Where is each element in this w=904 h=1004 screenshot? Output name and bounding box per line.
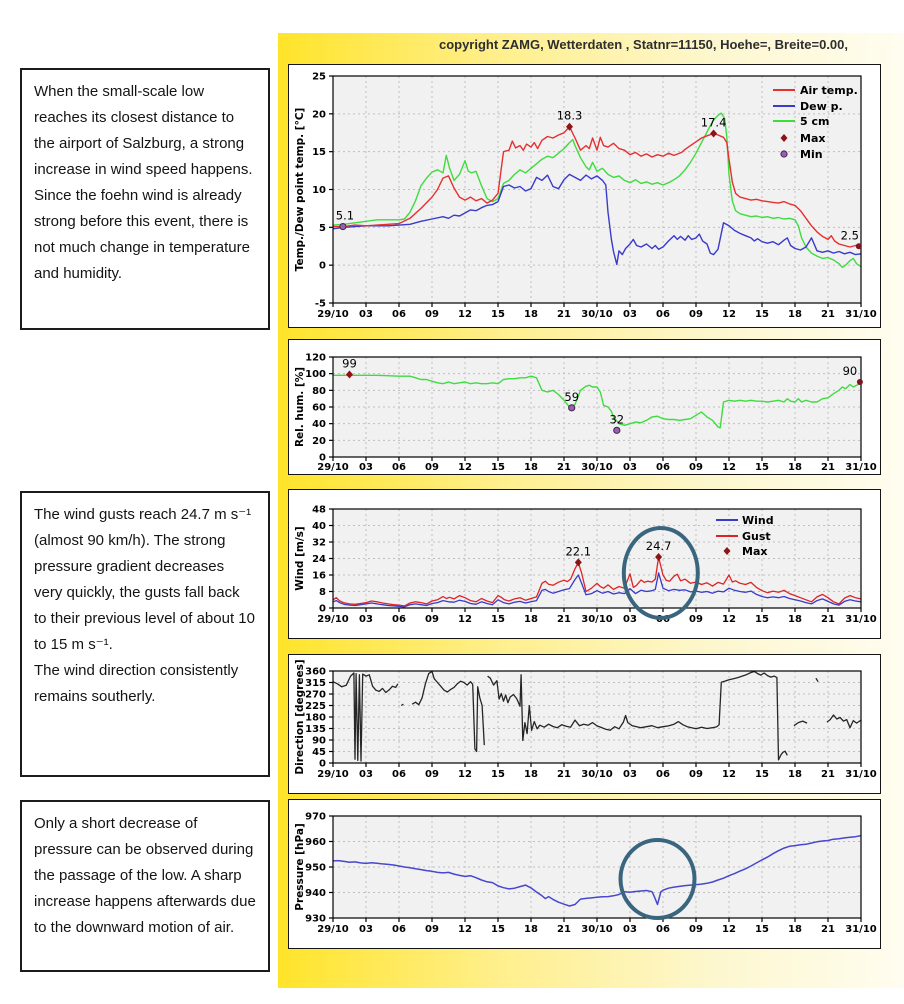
note-paragraph: The wind gusts reach 24.7 m s⁻¹ (almost 90 km/h). The strong pressure gradient decreases very quickly, the gusts fall back to their previous level of about 10 to 15 m s⁻¹.	[34, 506, 255, 653]
svg-text:15: 15	[755, 462, 769, 473]
pressure-chart	[288, 799, 881, 949]
svg-text:18: 18	[524, 309, 538, 320]
svg-text:360: 360	[305, 666, 326, 678]
svg-text:21: 21	[557, 462, 571, 473]
svg-text:100: 100	[305, 369, 326, 381]
svg-text:31/10: 31/10	[845, 614, 877, 625]
svg-text:940: 940	[305, 888, 326, 899]
svg-text:0: 0	[319, 452, 326, 464]
svg-text:09: 09	[689, 309, 703, 320]
svg-text:09: 09	[425, 924, 439, 935]
svg-text:15: 15	[755, 769, 769, 780]
svg-text:8: 8	[319, 587, 326, 598]
svg-text:90: 90	[842, 364, 858, 378]
svg-text:Min: Min	[800, 148, 823, 161]
wind-direction-chart	[288, 654, 881, 794]
svg-text:60: 60	[312, 402, 326, 414]
svg-text:03: 03	[359, 614, 373, 625]
svg-text:06: 06	[392, 309, 406, 320]
svg-text:12: 12	[722, 462, 736, 473]
svg-text:12: 12	[458, 924, 472, 935]
svg-text:09: 09	[425, 309, 439, 320]
svg-text:2.5: 2.5	[840, 228, 859, 243]
svg-text:09: 09	[425, 614, 439, 625]
svg-text:5: 5	[319, 222, 326, 234]
svg-text:06: 06	[656, 309, 670, 320]
svg-text:Dew p.: Dew p.	[800, 100, 843, 113]
svg-text:29/10: 29/10	[317, 309, 349, 320]
svg-text:225: 225	[305, 701, 326, 712]
svg-text:10: 10	[312, 185, 326, 196]
svg-text:15: 15	[491, 924, 505, 935]
svg-text:45: 45	[312, 747, 326, 758]
svg-text:09: 09	[425, 462, 439, 473]
svg-text:32: 32	[609, 412, 625, 427]
note-wind-speed-increase	[20, 68, 270, 330]
svg-text:20: 20	[312, 109, 326, 121]
svg-text:21: 21	[821, 614, 835, 625]
svg-text:09: 09	[689, 769, 703, 780]
svg-text:31/10: 31/10	[845, 309, 877, 320]
svg-text:90: 90	[312, 735, 326, 747]
svg-text:80: 80	[312, 385, 326, 397]
svg-text:15: 15	[491, 614, 505, 625]
svg-text:Pressure [hPa]: Pressure [hPa]	[294, 823, 306, 911]
relative-humidity-chart	[288, 339, 881, 475]
svg-text:960: 960	[305, 837, 326, 848]
svg-text:12: 12	[458, 614, 472, 625]
svg-text:18: 18	[788, 309, 802, 320]
svg-text:0: 0	[319, 603, 326, 615]
note-pressure	[20, 800, 270, 972]
svg-text:29/10: 29/10	[317, 614, 349, 625]
svg-text:30/10: 30/10	[581, 309, 613, 320]
note-wind-gusts	[20, 491, 270, 777]
svg-text:18: 18	[524, 769, 538, 780]
svg-text:20: 20	[312, 435, 326, 447]
svg-text:18: 18	[524, 924, 538, 935]
svg-text:06: 06	[656, 462, 670, 473]
svg-text:09: 09	[689, 924, 703, 935]
svg-text:12: 12	[458, 769, 472, 780]
svg-text:Wind [m/s]: Wind [m/s]	[294, 526, 306, 591]
svg-text:21: 21	[821, 924, 835, 935]
svg-text:15: 15	[491, 769, 505, 780]
svg-text:17.4: 17.4	[700, 115, 727, 130]
svg-text:40: 40	[312, 521, 326, 532]
svg-text:31/10: 31/10	[845, 769, 877, 780]
svg-text:Rel. hum. [%]: Rel. hum. [%]	[294, 366, 306, 448]
svg-text:22.1: 22.1	[565, 544, 592, 559]
svg-text:21: 21	[557, 309, 571, 320]
svg-text:970: 970	[305, 811, 326, 823]
svg-text:06: 06	[656, 924, 670, 935]
svg-text:21: 21	[821, 462, 835, 473]
svg-text:03: 03	[623, 462, 637, 473]
svg-text:15: 15	[491, 462, 505, 473]
svg-text:40: 40	[312, 419, 326, 431]
svg-text:31/10: 31/10	[845, 462, 877, 473]
svg-text:59: 59	[564, 389, 580, 404]
svg-text:12: 12	[722, 614, 736, 625]
svg-text:30/10: 30/10	[581, 614, 613, 625]
weather-data-panel	[278, 33, 904, 988]
note-paragraph: The wind direction consistently remains southerly.	[34, 661, 239, 705]
note-paragraph: When the small-scale low reaches its closest distance to the airport of Salzburg, a strong increase in wind speed happens.	[34, 83, 253, 178]
svg-text:0: 0	[319, 758, 326, 770]
svg-text:03: 03	[359, 309, 373, 320]
svg-text:21: 21	[557, 769, 571, 780]
svg-text:06: 06	[392, 614, 406, 625]
svg-text:15: 15	[312, 147, 326, 159]
svg-text:Gust: Gust	[742, 530, 771, 543]
svg-text:18: 18	[788, 769, 802, 780]
svg-text:03: 03	[623, 614, 637, 625]
svg-text:12: 12	[722, 769, 736, 780]
svg-text:Direction [degrees]: Direction [degrees]	[294, 659, 306, 775]
svg-text:Max: Max	[742, 545, 768, 558]
svg-text:21: 21	[821, 769, 835, 780]
svg-text:21: 21	[821, 309, 835, 320]
svg-text:29/10: 29/10	[317, 462, 349, 473]
svg-text:315: 315	[305, 678, 326, 689]
svg-text:06: 06	[392, 462, 406, 473]
svg-text:21: 21	[557, 924, 571, 935]
svg-text:12: 12	[458, 462, 472, 473]
svg-text:Temp./Dew point temp. [°C]: Temp./Dew point temp. [°C]	[294, 107, 306, 272]
svg-text:15: 15	[755, 924, 769, 935]
svg-text:18: 18	[524, 462, 538, 473]
svg-text:32: 32	[312, 537, 326, 549]
svg-text:15: 15	[755, 309, 769, 320]
svg-text:25: 25	[312, 71, 326, 83]
svg-text:5.1: 5.1	[335, 208, 355, 223]
svg-text:-5: -5	[314, 298, 326, 310]
temperature-dewpoint-chart	[288, 64, 881, 328]
svg-text:29/10: 29/10	[317, 924, 349, 935]
svg-text:12: 12	[458, 309, 472, 320]
svg-text:5 cm: 5 cm	[800, 115, 830, 128]
svg-text:180: 180	[305, 712, 326, 724]
svg-text:09: 09	[689, 462, 703, 473]
svg-text:09: 09	[425, 769, 439, 780]
svg-text:06: 06	[656, 614, 670, 625]
svg-text:18: 18	[788, 614, 802, 625]
svg-text:12: 12	[722, 309, 736, 320]
wind-gust-chart	[288, 489, 881, 639]
panel-title: copyright ZAMG, Wetterdaten , Statnr=11150, Hoehe=, Breite=0.00,	[438, 37, 849, 52]
svg-text:21: 21	[557, 614, 571, 625]
svg-text:30/10: 30/10	[581, 769, 613, 780]
svg-text:135: 135	[305, 724, 326, 735]
svg-text:18.3: 18.3	[556, 108, 583, 123]
svg-text:18: 18	[788, 462, 802, 473]
svg-text:31/10: 31/10	[845, 924, 877, 935]
svg-text:06: 06	[392, 769, 406, 780]
svg-text:Air temp.: Air temp.	[800, 84, 858, 97]
svg-text:03: 03	[623, 769, 637, 780]
svg-text:270: 270	[305, 689, 326, 701]
note-paragraph: Only a short decrease of pressure can be observed during the passage of the low. A sharp increase happens afterwards due to the downward motion of air.	[34, 815, 256, 936]
svg-text:30/10: 30/10	[581, 462, 613, 473]
svg-text:18: 18	[788, 924, 802, 935]
svg-text:03: 03	[359, 462, 373, 473]
svg-text:03: 03	[359, 769, 373, 780]
svg-text:15: 15	[491, 309, 505, 320]
svg-text:99: 99	[342, 356, 357, 371]
svg-text:24.7: 24.7	[645, 539, 672, 554]
note-paragraph: Since the foehn wind is already strong before this event, there is not much change in temperature and humidity.	[34, 186, 250, 282]
svg-text:24: 24	[312, 554, 326, 565]
svg-text:09: 09	[689, 614, 703, 625]
svg-text:Wind: Wind	[742, 514, 774, 527]
svg-text:18: 18	[524, 614, 538, 625]
svg-text:03: 03	[359, 924, 373, 935]
svg-text:930: 930	[305, 913, 326, 925]
svg-text:950: 950	[305, 862, 326, 874]
svg-text:120: 120	[305, 352, 326, 364]
svg-text:0: 0	[319, 260, 326, 272]
svg-text:03: 03	[623, 309, 637, 320]
svg-text:Max: Max	[800, 132, 826, 145]
svg-text:16: 16	[312, 570, 326, 582]
svg-text:30/10: 30/10	[581, 924, 613, 935]
svg-text:06: 06	[392, 924, 406, 935]
svg-text:48: 48	[312, 504, 326, 516]
svg-text:03: 03	[623, 924, 637, 935]
svg-text:29/10: 29/10	[317, 769, 349, 780]
svg-text:12: 12	[722, 924, 736, 935]
svg-text:06: 06	[656, 769, 670, 780]
svg-text:15: 15	[755, 614, 769, 625]
